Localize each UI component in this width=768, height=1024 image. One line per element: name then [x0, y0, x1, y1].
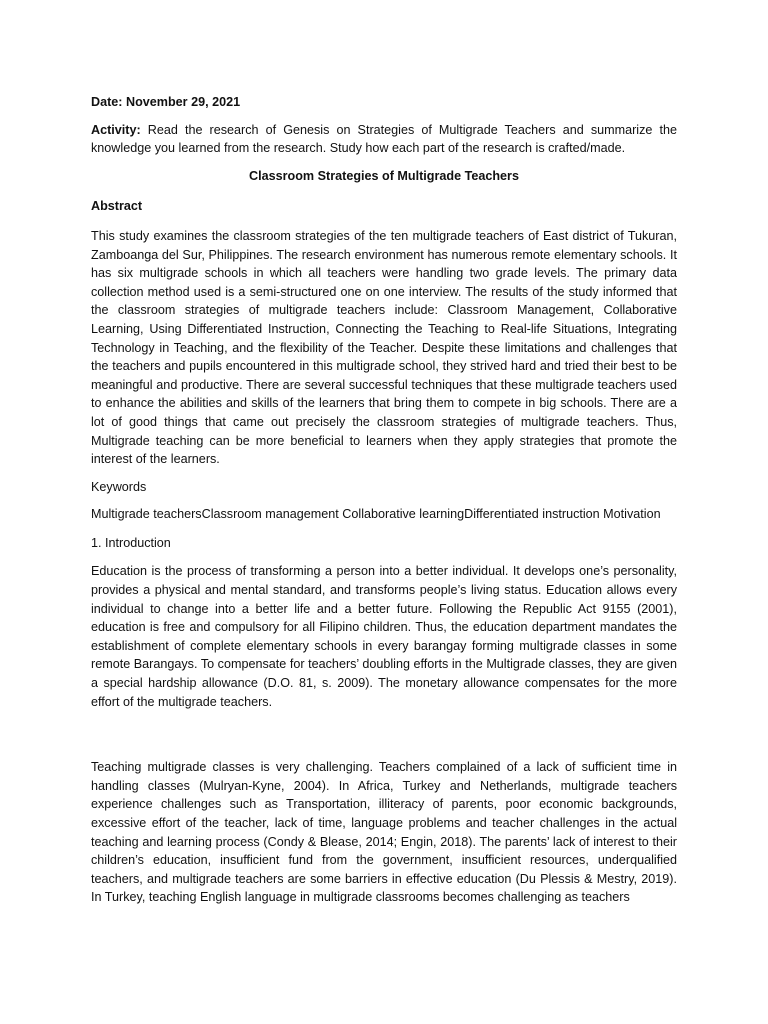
introduction-paragraph-2: Teaching multigrade classes is very challenging. Teachers complained of a lack of sufficient time in handling classes (Mulryan-Kyne, 2004). In Africa, Turkey and Netherlands, multigrade teachers experience challenges such as Transportation, illiteracy of parents, poor economic backgrounds, excessive effort of the teacher, lack of time, language problems and teacher challenges in the actual teaching and learning process (Condy & Blease, 2014; Engin, 2018). The parents’ lack of interest to their children’s education, insufficient fund from the government, insufficient resources, underqualified teachers, and multigrade teachers are some barriers in effective education (Du Plessis & Mestry, 2019). In Turkey, teaching English language in multigrade classrooms becomes challenging as teachers — [91, 760, 677, 905]
introduction-paragraph-1: Education is the process of transforming a person into a better individual. It develops one’s personality, provides a physical and mental standard, and transforms people’s living status. Education allows every individual to change into a better life and a better future. Following the Republic Act 9155 (2001), education is free and compulsory for all Filipino children. Thus, the education department mandates the establishment of complete elementary schools in every barangay forming multigrade classes in some remote Barangays. To compensate for teachers’ doubling efforts in the Multigrade classes, they are given a special hardship allowance (D.O. 81, s. 2009). The monetary allowance compensates for the more effort of the multigrade teachers. — [91, 564, 677, 709]
document-page — [91, 93, 677, 907]
keywords-heading: Keywords — [91, 479, 147, 494]
abstract-heading: Abstract — [91, 199, 143, 214]
activity-text: Read the research of Genesis on Strategies of Multigrade Teachers and summarize the knowledge you learned from the research. Study how each part of the research is crafted/made. — [91, 122, 677, 156]
document-date: Date: November 29, 2021 — [91, 95, 241, 109]
activity-label: Activity: — [91, 122, 141, 137]
abstract-text: This study examines the classroom strategies of the ten multigrade teachers of East district of Tukuran, Zamboanga del Sur, Philippines. The research environment has numerous remote elementary schools. It has six multigrade schools in which all teachers were handling two grade levels. The primary data collection method used is a semi-structured one on one interview. The results of the study informed that the classroom strategies of multigrade teachers include: Classroom Management, Collaborative Learning, Using Differentiated Instruction, Connecting the Teaching to Real-life Situations, Integrating Technology in Teaching, and the flexibility of the Teacher. Despite these limitations and challenges that the teachers and pupils encountered in this multigrade school, they strived hard and tried their best to be meaningful and productive. There are several successful techniques that these multigrade teachers used to enhance the abilities and skills of the learners that bring them to compete in big schools. There are a lot of good things that came out precisely the classroom strategies of multigrade teachers. Thus, Multigrade teaching can be more beneficial to learners when they apply strategies that promote the interest of the learners. — [91, 228, 677, 467]
activity-instructions — [91, 121, 677, 158]
document-title: Classroom Strategies of Multigrade Teachers — [249, 168, 519, 183]
keywords-text: Multigrade teachersClassroom management Collaborative learningDifferentiated instruction Motivation — [91, 507, 661, 522]
introduction-heading: 1. Introduction — [91, 535, 171, 550]
